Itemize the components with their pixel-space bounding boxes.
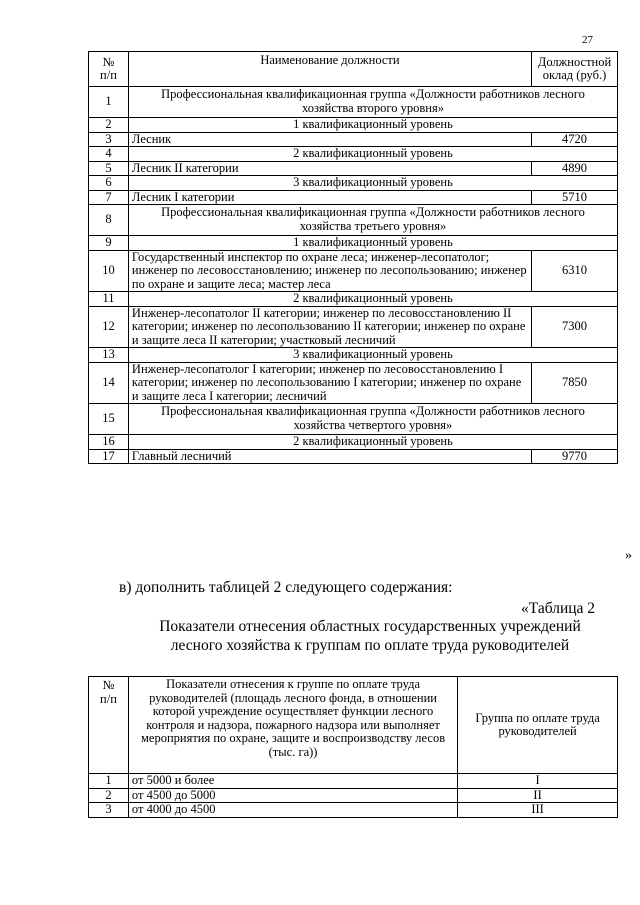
position-name: Инженер-лесопатолог I категории; инженер по лесовосстановлению I категории; инженер по лесопользованию I категории; инженер по охране и защите леса I категории; лесничий [128, 362, 531, 404]
header-indicator: Показатели отнесения к группе по оплате труда руководителей (площадь лесного фонда, в отношении которой учреждение осуществляет функции лесного контроля и надзора, пожарного надзора или выполняет мероприятия по охране, защите и воспроизводству лесов (тыс. га)) [128, 677, 457, 774]
table-row [89, 118, 618, 133]
qualification-level: 1 квалификационный уровень [128, 236, 617, 251]
row-number: 2 [89, 788, 129, 803]
table2-title-line2: лесного хозяйства к группам по оплате труда руководителей [170, 637, 570, 654]
header-salary: Должностной оклад (руб.) [532, 52, 618, 87]
table-row [89, 161, 618, 176]
qualification-group: Профессиональная квалификационная группа «Должности работников лесного хозяйства второго уровня» [128, 87, 617, 118]
qualification-group: Профессиональная квалификационная группа «Должности работников лесного хозяйства четвертого уровня» [128, 404, 617, 435]
salary-value: 4720 [532, 132, 618, 147]
row-number: 5 [89, 161, 129, 176]
row-number: 12 [89, 306, 129, 348]
indicator-value: от 5000 и более [128, 774, 457, 789]
header-num: № п/п [89, 677, 129, 774]
row-number: 8 [89, 205, 129, 236]
table-row [89, 362, 618, 404]
closing-quote: » [625, 548, 632, 563]
qualification-level: 2 квалификационный уровень [128, 292, 617, 307]
table2-title-line1: Показатели отнесения областных государственных учреждений [159, 618, 581, 635]
group-value: II [458, 788, 618, 803]
indicator-value: от 4000 до 4500 [128, 803, 457, 818]
salary-value: 9770 [532, 449, 618, 464]
salary-value: 5710 [532, 190, 618, 205]
position-name: Инженер-лесопатолог II категории; инженер по лесовосстановлению II категории; инженер по лесопользованию II категории; инженер по охране и защите леса II категории; участковый лесничий [128, 306, 531, 348]
table-row [89, 87, 618, 118]
qualification-level: 3 квалификационный уровень [128, 176, 617, 191]
position-name: Главный лесничий [128, 449, 531, 464]
table-row [89, 803, 618, 818]
table-row [89, 250, 618, 292]
group-value: I [458, 774, 618, 789]
indicator-value: от 4500 до 5000 [128, 788, 457, 803]
row-number: 4 [89, 147, 129, 162]
qualification-level: 3 квалификационный уровень [128, 348, 617, 363]
table-row [89, 449, 618, 464]
row-number: 9 [89, 236, 129, 251]
qualification-level: 2 квалификационный уровень [128, 147, 617, 162]
table2-label: «Таблица 2 [521, 600, 596, 617]
table-row [89, 190, 618, 205]
row-number: 17 [89, 449, 129, 464]
position-name: Лесник I категории [128, 190, 531, 205]
row-number: 11 [89, 292, 129, 307]
amendment-paragraph: в) дополнить таблицей 2 следующего содержания: [119, 579, 453, 596]
row-number: 1 [89, 87, 129, 118]
table-row [89, 147, 618, 162]
table-row [89, 404, 618, 435]
qualification-level: 1 квалификационный уровень [128, 118, 617, 133]
table-row [89, 306, 618, 348]
position-name: Лесник II категории [128, 161, 531, 176]
row-number: 7 [89, 190, 129, 205]
table-row [89, 348, 618, 363]
row-number: 2 [89, 118, 129, 133]
salary-value: 7850 [532, 362, 618, 404]
salary-value: 6310 [532, 250, 618, 292]
table-row [89, 176, 618, 191]
row-number: 3 [89, 803, 129, 818]
salary-value: 7300 [532, 306, 618, 348]
table2-title [100, 617, 640, 655]
row-number: 15 [89, 404, 129, 435]
salary-value: 4890 [532, 161, 618, 176]
management-groups-table [88, 676, 618, 818]
table-row [89, 774, 618, 789]
page-number: 27 [582, 34, 593, 46]
qualification-level: 2 квалификационный уровень [128, 435, 617, 450]
row-number: 10 [89, 250, 129, 292]
table-row [89, 435, 618, 450]
table-header-row [89, 677, 618, 774]
row-number: 13 [89, 348, 129, 363]
positions-salary-table [88, 51, 618, 464]
table-row [89, 788, 618, 803]
position-name: Лесник [128, 132, 531, 147]
row-number: 6 [89, 176, 129, 191]
table-row [89, 205, 618, 236]
header-num: № п/п [89, 52, 129, 87]
table-row [89, 132, 618, 147]
header-group: Группа по оплате труда руководителей [458, 677, 618, 774]
table-header-row [89, 52, 618, 87]
row-number: 16 [89, 435, 129, 450]
row-number: 3 [89, 132, 129, 147]
table-row [89, 236, 618, 251]
header-position-name: Наименование должности [128, 52, 531, 87]
qualification-group: Профессиональная квалификационная группа «Должности работников лесного хозяйства третьего уровня» [128, 205, 617, 236]
row-number: 14 [89, 362, 129, 404]
group-value: III [458, 803, 618, 818]
position-name: Государственный инспектор по охране леса; инженер-лесопатолог; инженер по лесовосстановлению; инженер по лесопользованию; инженер по охране и защите леса; мастер леса [128, 250, 531, 292]
table-row [89, 292, 618, 307]
row-number: 1 [89, 774, 129, 789]
